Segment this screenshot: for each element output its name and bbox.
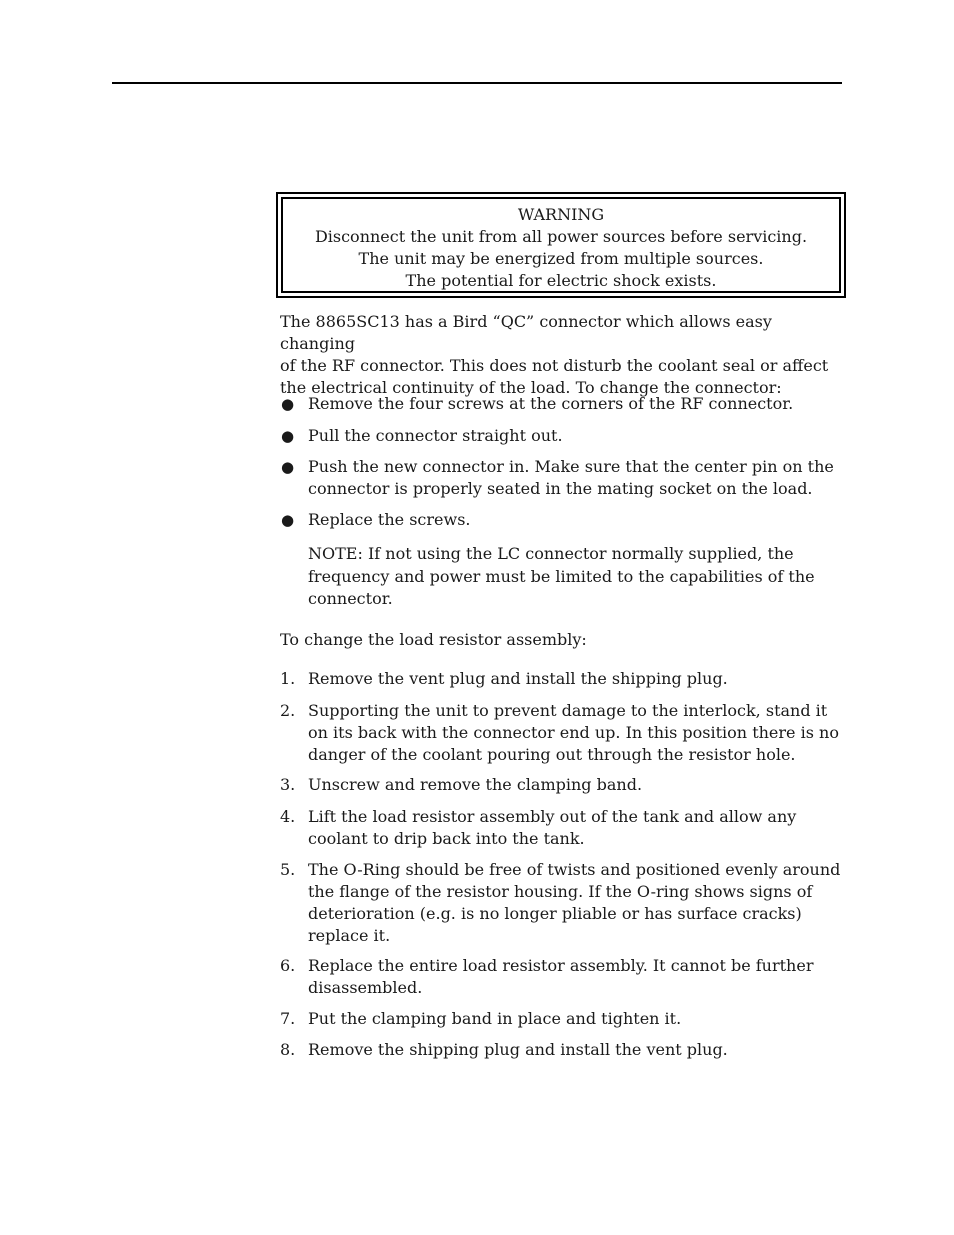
intro-line: the electrical continuity of the load. To change the connector: <box>280 378 782 397</box>
load-intro: To change the load resistor assembly: <box>280 630 587 649</box>
warning-box <box>276 192 846 298</box>
intro-line: of the RF connector. This does not disturb the coolant seal or affect <box>280 356 829 375</box>
step-item <box>280 806 845 850</box>
step-item <box>280 1039 845 1061</box>
step-row <box>280 859 845 947</box>
connector-bullet-list <box>280 393 845 415</box>
step-line: the flange of the resistor housing. If the O-ring shows signs of <box>308 882 813 901</box>
step-line: deterioration (e.g. is no longer pliable or has surface cracks) <box>308 904 802 923</box>
bullet-icon: ● <box>281 427 295 445</box>
connector-bullet-list <box>280 425 845 447</box>
step-line: Lift the load resistor assembly out of the tank and allow any <box>308 807 797 826</box>
bullet-icon: ● <box>281 395 295 413</box>
step-number: 1. <box>280 669 296 688</box>
step-item <box>280 859 845 947</box>
step-line: Supporting the unit to prevent damage to the interlock, stand it <box>308 701 828 720</box>
step-line: danger of the coolant pouring out through the resistor hole. <box>308 745 796 764</box>
warning-inner-frame <box>281 197 841 293</box>
step-item <box>280 668 845 690</box>
intro-paragraph <box>280 311 845 399</box>
step-number: 5. <box>280 860 296 879</box>
bullet-item <box>280 456 845 500</box>
bullet-line: Replace the screws. <box>308 510 471 529</box>
bullet-line: connector is properly seated in the mating socket on the load. <box>308 479 813 498</box>
step-number: 3. <box>280 775 296 794</box>
note-line: frequency and power must be limited to the capabilities of the <box>308 566 815 586</box>
warning-heading: WARNING <box>517 205 605 224</box>
step-line: Put the clamping band in place and tighten it. <box>308 1009 682 1028</box>
step-row <box>280 806 845 850</box>
bullet-line: Remove the four screws at the corners of the RF connector. <box>308 394 794 413</box>
step-line: Unscrew and remove the clamping band. <box>308 775 643 794</box>
step-line: on its back with the connector end up. In this position there is no <box>308 723 839 742</box>
bullet-line: Push the new connector in. Make sure that the center pin on the <box>308 457 834 476</box>
warning-line: Disconnect the unit from all power sources before servicing. <box>314 227 808 246</box>
note-line: connector. <box>308 589 393 608</box>
connector-bullet-list <box>280 456 845 500</box>
bullet-icon: ● <box>281 458 295 476</box>
step-row <box>280 774 845 796</box>
step-number: 8. <box>280 1040 296 1059</box>
step-row <box>280 955 845 999</box>
step-line: Remove the shipping plug and install the vent plug. <box>308 1040 728 1059</box>
bullet-item <box>280 509 845 531</box>
bullet-item <box>280 425 845 447</box>
step-row <box>280 700 845 766</box>
step-number: 7. <box>280 1009 296 1028</box>
note-paragraph <box>280 543 873 611</box>
bullet-line: Pull the connector straight out. <box>308 426 563 445</box>
step-line: disassembled. <box>308 978 423 997</box>
step-line: replace it. <box>308 926 391 945</box>
step-item <box>280 774 845 796</box>
step-row <box>280 1008 845 1030</box>
step-row <box>280 668 845 690</box>
step-item <box>280 1008 845 1030</box>
note-line: NOTE: If not using the LC connector normally supplied, the <box>308 544 794 563</box>
bullet-icon: ● <box>281 511 295 529</box>
warning-line: The unit may be energized from multiple sources. <box>358 249 764 268</box>
header-rule <box>112 82 842 84</box>
step-line: Remove the vent plug and install the shipping plug. <box>308 669 728 688</box>
step-line: Replace the entire load resistor assembly. It cannot be further <box>308 956 814 975</box>
step-row <box>280 1039 845 1061</box>
step-item <box>280 700 845 766</box>
connector-bullet-list <box>280 509 845 531</box>
step-line: The O-Ring should be free of twists and positioned evenly around <box>308 860 841 879</box>
step-number: 4. <box>280 807 296 826</box>
step-number: 6. <box>280 956 296 975</box>
intro-line: The 8865SC13 has a Bird “QC” connector which allows easy changing <box>280 312 772 353</box>
step-item <box>280 955 845 999</box>
bullet-item <box>280 393 845 415</box>
step-number: 2. <box>280 701 296 720</box>
warning-line: The potential for electric shock exists. <box>405 271 717 290</box>
step-line: coolant to drip back into the tank. <box>308 829 585 848</box>
